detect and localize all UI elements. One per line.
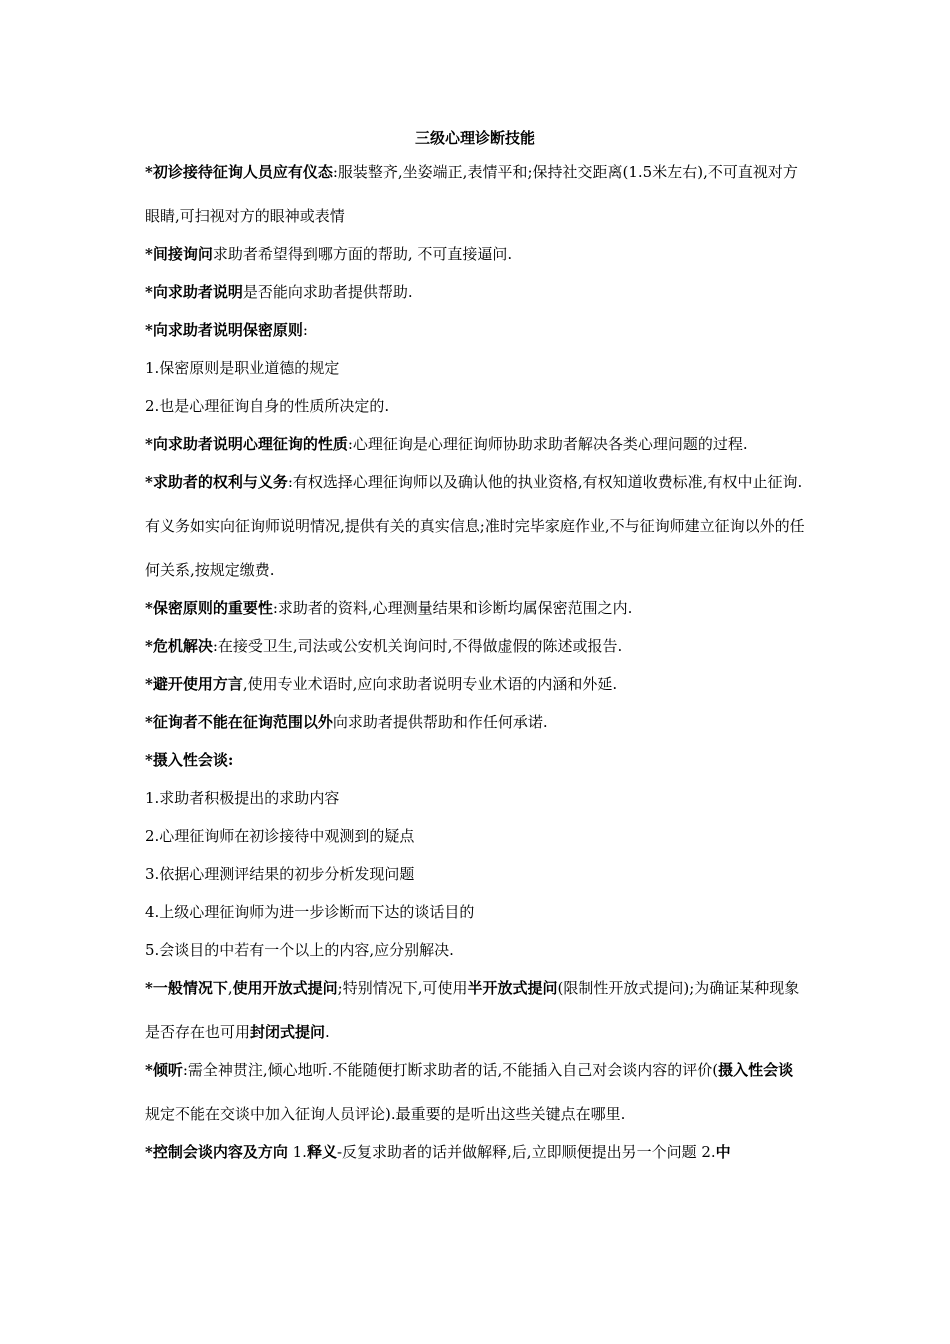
paragraph-text: : xyxy=(302,321,308,339)
paragraph-text: 求助者希望得到哪方面的帮助, 不可直接逼问. xyxy=(212,245,513,263)
list-item xyxy=(145,394,805,418)
emphasis-text: 半开放式提问 xyxy=(467,979,558,997)
paragraph-text: 2.心理征询师在初诊接待中观测到的疑点 xyxy=(145,827,415,845)
paragraph-text: -反复求助者的话并做解释,后,立即顺便提出另一个问题 2. xyxy=(336,1143,716,1161)
paragraph-lead: *倾听 xyxy=(145,1061,183,1079)
paragraph-lead: *征询者不能在征询范围以外 xyxy=(145,713,333,731)
paragraph-text: 1. xyxy=(287,1143,307,1161)
list-item xyxy=(145,356,805,380)
paragraph-text: ;特别情况下,可使用 xyxy=(337,979,468,997)
emphasis-text: 使用开放式提问 xyxy=(232,979,338,997)
paragraph-initial-reception xyxy=(145,150,805,238)
paragraph-text: 规定不能在交谈中加入征询人员评论).最重要的是听出这些关键点在哪里. xyxy=(145,1105,626,1123)
paragraph-lead: *求助者的权利与义务 xyxy=(145,473,288,491)
paragraph-scope xyxy=(145,710,805,734)
paragraph-lead: *避开使用方言 xyxy=(145,675,243,693)
paragraph-text: :求助者的资料,心理测量结果和诊断均属保密范围之内. xyxy=(272,599,633,617)
paragraph-confidentiality-importance xyxy=(145,596,805,620)
paragraph-lead: *一般情况下 xyxy=(145,979,228,997)
paragraph-crisis xyxy=(145,634,805,658)
paragraph-confidentiality xyxy=(145,318,805,342)
list-item xyxy=(145,824,805,848)
paragraph-intake-interview xyxy=(145,748,805,772)
paragraph-text: (限制性开放式提问);为确证某种现象是否存在也可用 xyxy=(145,979,800,1041)
paragraph-text: 4.上级心理征询师为进一步诊断而下达的谈话目的 xyxy=(145,903,475,921)
paragraph-listening xyxy=(145,1048,805,1136)
paragraph-lead: *向求助者说明心理征询的性质 xyxy=(145,435,348,453)
paragraph-text: :在接受卫生,司法或公安机关询问时,不得做虚假的陈述或报告. xyxy=(212,637,623,655)
paragraph-text: 1.求助者积极提出的求助内容 xyxy=(145,789,340,807)
paragraph-text: 向求助者提供帮助和作任何承诺. xyxy=(332,713,548,731)
paragraph-text: :需全神贯注,倾心地听.不能随便打断求助者的话,不能插入自己对会谈内容的评价( xyxy=(182,1061,719,1079)
paragraph-text: 3.依据心理测评结果的初步分析发现问题 xyxy=(145,865,415,883)
list-item xyxy=(145,938,805,962)
document-title: 三级心理诊断技能 xyxy=(414,129,535,147)
paragraph-lead: *间接询问 xyxy=(145,245,213,263)
paragraph-indirect-inquiry xyxy=(145,242,805,266)
paragraph-lead: *摄入性会谈: xyxy=(145,751,234,769)
emphasis-text: 封闭式提问 xyxy=(250,1023,326,1041)
paragraph-text: 5.会谈目的中若有一个以上的内容,应分别解决. xyxy=(145,941,454,959)
paragraph-explain-help xyxy=(145,280,805,304)
paragraph-text: 是否能向求助者提供帮助. xyxy=(242,283,413,301)
paragraph-lead: *向求助者说明 xyxy=(145,283,243,301)
list-item xyxy=(145,862,805,886)
paragraph-text: :心理征询是心理征询师协助求助者解决各类心理问题的过程. xyxy=(347,435,748,453)
document-body xyxy=(145,160,805,1178)
paragraph-text: :服装整齐,坐姿端正,表情平和;保持社交距离(1.5米左右),不可直视对方眼睛,可扫视对方的眼神或表情 xyxy=(145,163,798,225)
paragraph-text: :有权选择心理征询师以及确认他的执业资格,有权知道收费标准,有权中止征询.有义务如实向征询师说明情况,提供有关的真实信息;准时完毕家庭作业,不与征询师建立征询以外的任何关系,按规定缴费. xyxy=(145,473,805,579)
paragraph-text: 2.也是心理征询自身的性质所决定的. xyxy=(145,397,390,415)
paragraph-lead: *保密原则的重要性 xyxy=(145,599,273,617)
emphasis-text: 中 xyxy=(715,1143,731,1161)
paragraph-lead: *危机解决 xyxy=(145,637,213,655)
paragraph-lead: *初诊接待征询人员应有仪态 xyxy=(145,163,333,181)
emphasis-text: 摄入性会谈 xyxy=(718,1061,794,1079)
list-item xyxy=(145,786,805,810)
list-item xyxy=(145,900,805,924)
paragraph-dialect xyxy=(145,672,805,696)
paragraph-rights-duties xyxy=(145,460,805,592)
paragraph-text: 1.保密原则是职业道德的规定 xyxy=(145,359,340,377)
paragraph-lead: *控制会谈内容及方向 xyxy=(145,1143,288,1161)
paragraph-text: . xyxy=(325,1023,330,1041)
emphasis-text: 释义 xyxy=(306,1143,337,1161)
paragraph-lead: *向求助者说明保密原则 xyxy=(145,321,303,339)
paragraph-text: ,使用专业术语时,应向求助者说明专业术语的内涵和外延. xyxy=(242,675,618,693)
paragraph-questioning xyxy=(145,966,805,1054)
paragraph-control xyxy=(145,1130,805,1174)
paragraph-text: , xyxy=(227,979,233,997)
